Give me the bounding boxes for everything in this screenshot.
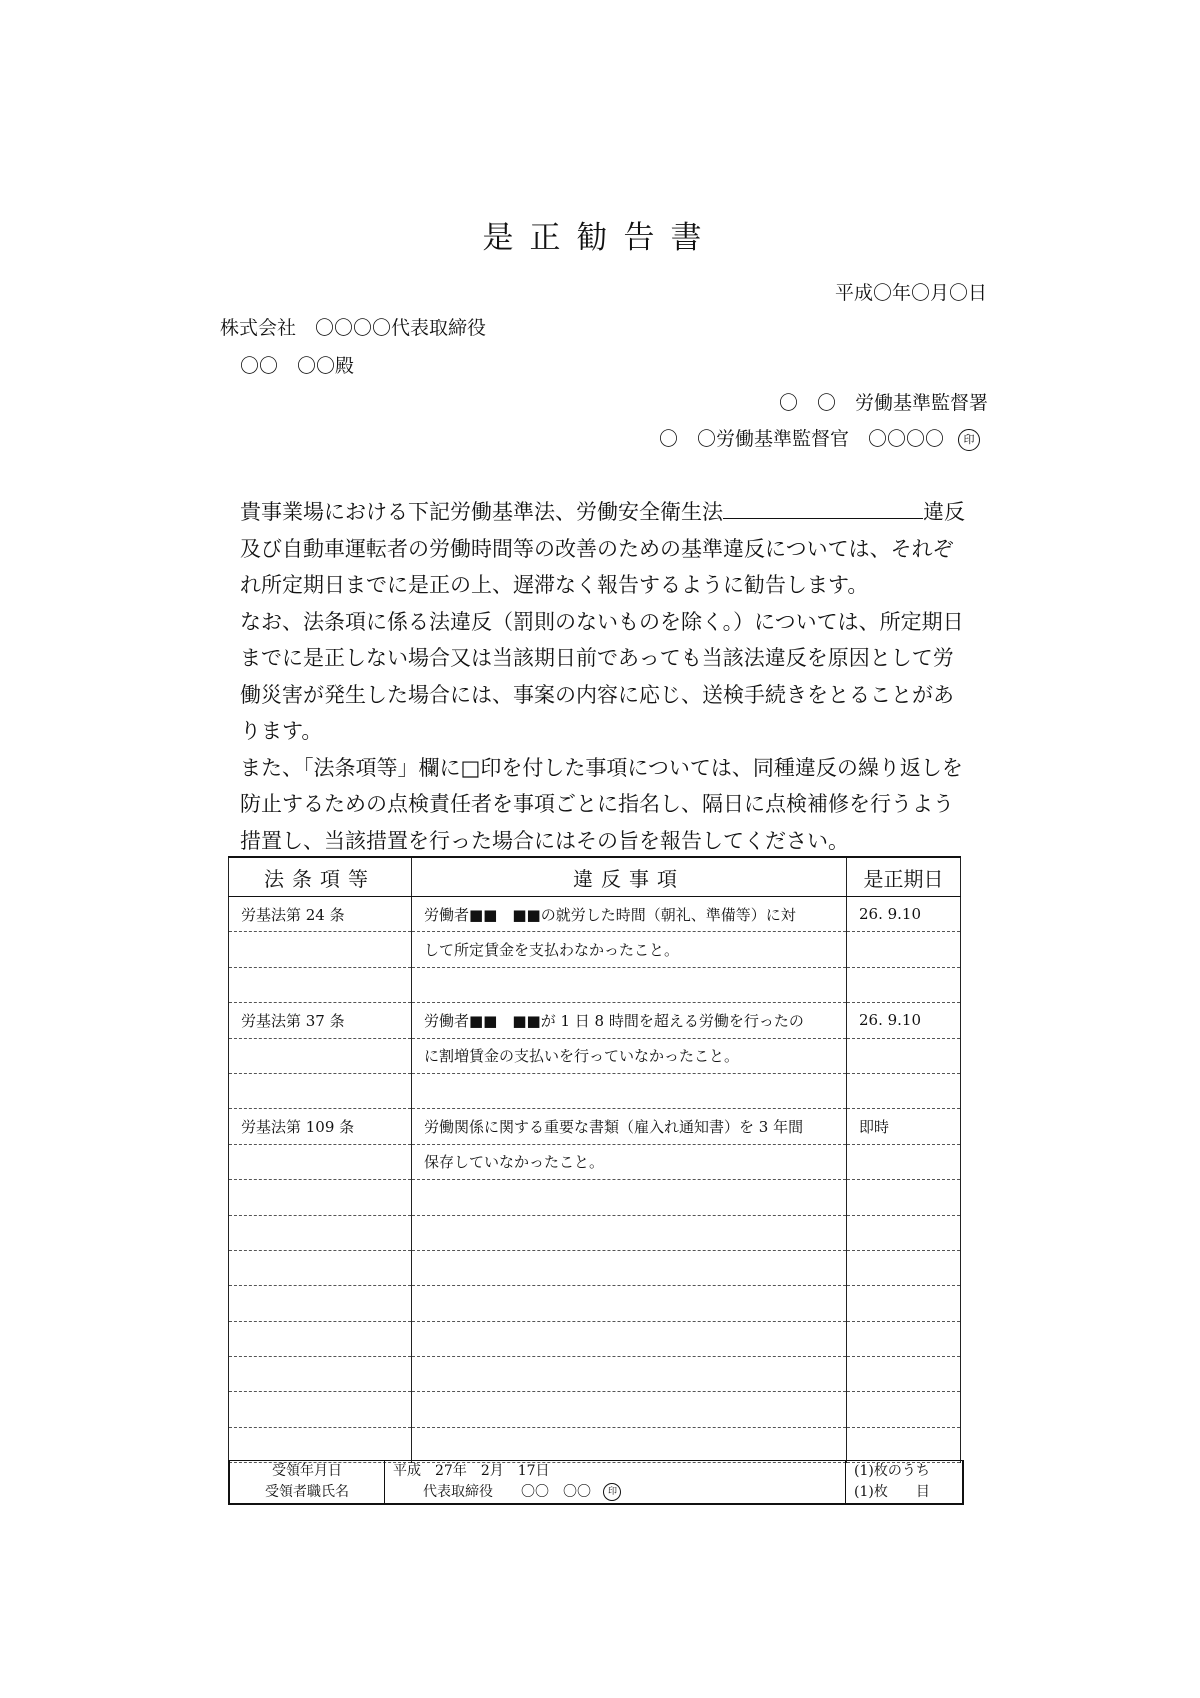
- cell-violation: 労働者■■ ■■の就労した時間（朝礼、準備等）に対: [412, 897, 847, 932]
- cell-law-article: [229, 932, 412, 967]
- cell-law-article: [229, 1215, 412, 1250]
- paragraph-1-lead: 貴事業場における下記労働基準法、労働安全衛生法: [240, 500, 723, 524]
- cell-deadline: 26. 9.10: [847, 897, 961, 932]
- table-row: [229, 1180, 961, 1215]
- table-row: [229, 967, 961, 1002]
- cell-law-article: [229, 1250, 412, 1285]
- paragraph-2: なお、法条項に係る法違反（罰則のないものを除く。）については、所定期日までに是正しない場合又は当該期日前であっても当該法違反を原因として労働災害が発生した場合には、事案の内容に応じ、送検手続きをとることがあります。: [240, 609, 964, 743]
- cell-deadline: 即時: [847, 1109, 961, 1144]
- cell-deadline: [847, 1321, 961, 1356]
- cell-law-article: [229, 1073, 412, 1108]
- header-deadline: 是正期日: [847, 857, 961, 897]
- cell-deadline: [847, 1286, 961, 1321]
- cell-deadline: [847, 1250, 961, 1285]
- cell-law-article: [229, 1392, 412, 1427]
- table-row: [229, 1286, 961, 1321]
- cell-deadline: [847, 1144, 961, 1179]
- addressee-company: 株式会社 〇〇〇〇代表取締役: [220, 317, 487, 339]
- cell-violation: [412, 1250, 847, 1285]
- paragraph-1: [240, 494, 970, 604]
- cell-deadline: [847, 1427, 961, 1462]
- label-receiver: 受領者職氏名: [265, 1484, 349, 1500]
- cell-violation: [412, 1357, 847, 1392]
- cell-violation: 保存していなかったこと。: [412, 1144, 847, 1179]
- cell-violation: [412, 1286, 847, 1321]
- table-row: [229, 1321, 961, 1356]
- document-title: 是正勧告書: [482, 220, 718, 256]
- receipt-footer: [228, 1460, 964, 1505]
- table-row: [229, 1357, 961, 1392]
- cell-law-article: 労基法第 37 条: [229, 1003, 412, 1038]
- cell-violation: [412, 1180, 847, 1215]
- table-row: [229, 1427, 961, 1462]
- paragraph-1-rest: 違反及び自動車運転者の労働時間等の改善のための基準違反については、それぞれ所定期日までに是正の上、遅滞なく報告するように勧告します。: [240, 500, 965, 597]
- cell-violation: に割増賃金の支払いを行っていなかったこと。: [412, 1038, 847, 1073]
- cell-law-article: 労基法第 24 条: [229, 897, 412, 932]
- header-law-article: 法条項等: [229, 857, 412, 897]
- table-row: [229, 1003, 961, 1038]
- cell-deadline: [847, 967, 961, 1002]
- table-row: [229, 1073, 961, 1108]
- cell-violation: [412, 1427, 847, 1462]
- issue-date: 平成〇年〇月〇日: [834, 282, 987, 304]
- cell-violation: [412, 1321, 847, 1356]
- sheet-count-index: (1)枚 目: [854, 1484, 930, 1500]
- sheet-count: [846, 1461, 962, 1503]
- cell-deadline: [847, 1357, 961, 1392]
- cell-deadline: [847, 932, 961, 967]
- table-row: [229, 897, 961, 932]
- cell-law-article: [229, 1427, 412, 1462]
- issuer-officer-name: 〇 〇労働基準監督官 〇〇〇〇: [658, 428, 944, 450]
- sheet-count-total: (1)枚のうち: [854, 1463, 930, 1479]
- table-row: [229, 1250, 961, 1285]
- receipt-labels: [230, 1461, 385, 1503]
- cell-violation: [412, 967, 847, 1002]
- cell-violation: [412, 1073, 847, 1108]
- table-row: [229, 932, 961, 967]
- blank-underline: [723, 498, 923, 519]
- table-header-row: [229, 857, 961, 897]
- cell-violation: して所定賃金を支払わなかったこと。: [412, 932, 847, 967]
- cell-deadline: [847, 1392, 961, 1427]
- cell-law-article: [229, 1286, 412, 1321]
- cell-law-article: [229, 1321, 412, 1356]
- receipt-values: [385, 1461, 846, 1503]
- cell-law-article: [229, 1357, 412, 1392]
- receiver-line: [385, 1482, 845, 1503]
- cell-violation: [412, 1215, 847, 1250]
- body-text: [240, 494, 970, 859]
- received-date: 平成 27年 2月 17日: [393, 1463, 550, 1479]
- table-row: [229, 1392, 961, 1427]
- label-received-date: 受領年月日: [272, 1463, 342, 1479]
- table-row: [229, 1144, 961, 1179]
- cell-law-article: [229, 1038, 412, 1073]
- cell-deadline: [847, 1073, 961, 1108]
- receiver-name: 代表取締役 〇〇 〇〇: [423, 1484, 591, 1500]
- table-row: [229, 1109, 961, 1144]
- cell-deadline: [847, 1038, 961, 1073]
- cell-violation: 労働者■■ ■■が 1 日 8 時間を超える労働を行ったの: [412, 1003, 847, 1038]
- cell-violation: [412, 1392, 847, 1427]
- cell-law-article: [229, 967, 412, 1002]
- addressee-name: 〇〇 〇〇殿: [240, 355, 355, 377]
- cell-violation: 労働関係に関する重要な書類（雇入れ通知書）を 3 年間: [412, 1109, 847, 1144]
- violations-table: [228, 856, 961, 1463]
- table-row: [229, 1215, 961, 1250]
- cell-law-article: [229, 1144, 412, 1179]
- issuer-officer: [659, 424, 980, 451]
- header-violation: 違反事項: [412, 857, 847, 897]
- receiver-seal-stamp: 印: [603, 1483, 621, 1501]
- cell-law-article: 労基法第 109 条: [229, 1109, 412, 1144]
- cell-deadline: [847, 1215, 961, 1250]
- cell-law-article: [229, 1180, 412, 1215]
- table-row: [229, 1038, 961, 1073]
- paragraph-3: また、「法条項等」欄に□印を付した事項については、同種違反の繰り返しを防止するための点検責任者を事項ごとに指名し、隔日に点検補修を行うよう措置し、当該措置を行った場合にはその旨を報告してください。: [240, 755, 963, 853]
- issuer-office: 〇 〇 労働基準監督署: [778, 392, 988, 414]
- cell-deadline: [847, 1180, 961, 1215]
- cell-deadline: 26. 9.10: [847, 1003, 961, 1038]
- seal-stamp: 印: [958, 429, 980, 451]
